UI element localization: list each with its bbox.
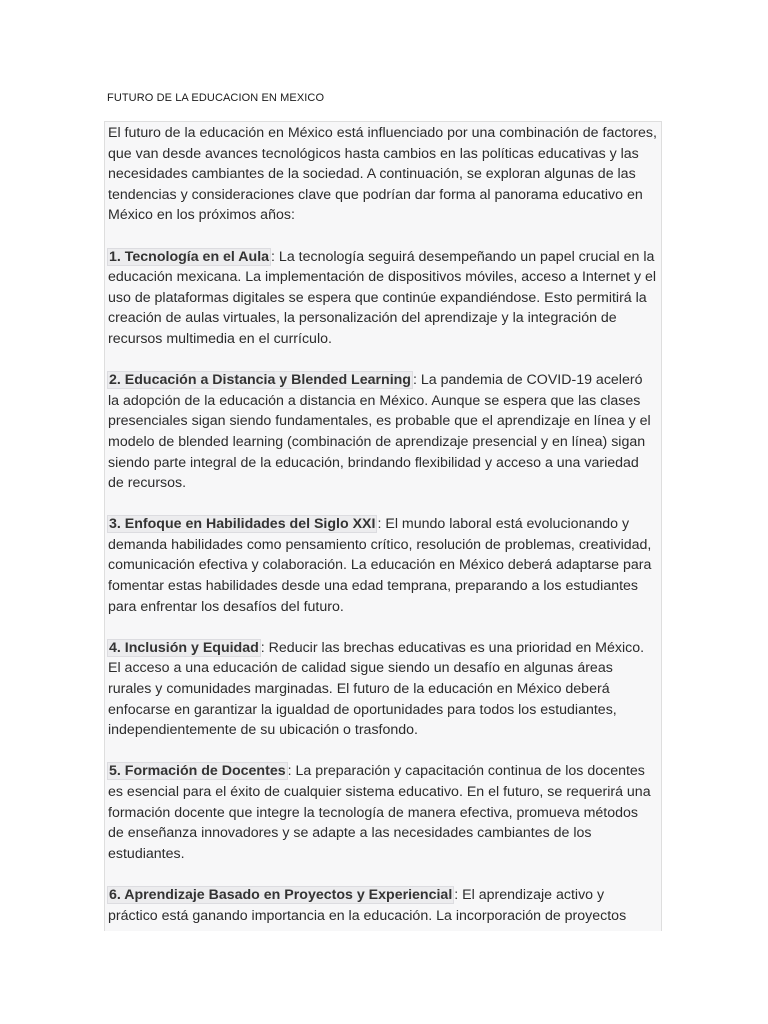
section-3 (108, 514, 657, 617)
section-1 (108, 247, 657, 350)
section-3-text: : El mundo laboral está evolucionando y demanda habilidades como pensamiento crítico, resolución de problemas, creatividad, comunicación efectiva y colaboración. La educación en México deberá adaptarse para fomentar estas habilidades desde una edad temprana, preparando a los estudiantes para enfrentar los desafíos del futuro. (108, 516, 652, 615)
section-2-text: : La pandemia de COVID-19 aceleró la adopción de la educación a distancia en México. Aunque se espera que las clases presenciales sigan siendo fundamentales, es probable que el aprendizaje en línea y el modelo de blended learning (combinación de aprendizaje presencial y en línea) sigan siendo parte integral de la educación, brindando flexibilidad y acceso a una variedad de recursos. (108, 372, 651, 492)
section-1-heading: 1. Tecnología en el Aula (109, 248, 270, 265)
section-5-text: : La preparación y capacitación continua de los docentes es esencial para el éxito de cualquier sistema educativo. En el futuro, se requerirá una formación docente que integre la tecnología de manera efectiva, promueva métodos de enseñanza innovadores y se adapte a las necesidades cambiantes de los estudiantes. (108, 763, 651, 862)
section-2-heading: 2. Educación a Distancia y Blended Learning (109, 372, 411, 389)
intro-paragraph: El futuro de la educación en México está influenciado por una combinación de factores, que van desde avances tecnológicos hasta cambios en las políticas educativas y las necesidades cambiantes de la sociedad. A continuación, se exploran algunas de las tendencias y consideraciones clave que podrían dar forma al panorama educativo en México en los próximos años: (108, 125, 657, 224)
section-1-text: : La tecnología seguirá desempeñando un papel crucial en la educación mexicana. La implementación de dispositivos móviles, acceso a Internet y el uso de plataformas digitales se espera que continúe expandiéndose. Esto permitirá la creación de aulas virtuales, la personalización del aprendizaje y la integración de recursos multimedia en el currículo. (108, 248, 657, 347)
section-3-heading: 3. Enfoque en Habilidades del Siglo XXI (109, 516, 376, 533)
document-body-text (105, 122, 661, 926)
section-5 (108, 761, 657, 864)
document-body (104, 121, 662, 931)
section-4 (108, 638, 657, 741)
section-2 (108, 370, 657, 494)
page-title: FUTURO DE LA EDUCACION EN MEXICO (107, 92, 325, 104)
section-6-heading: 6. Aprendizaje Basado en Proyectos y Experiencial (109, 886, 453, 903)
section-6-text: : El aprendizaje activo y práctico está ganando importancia en la educación. La incorporación de proyectos (108, 886, 627, 924)
section-5-heading: 5. Formación de Docentes (109, 763, 286, 780)
section-4-text: : Reducir las brechas educativas es una prioridad en México. El acceso a una educación de calidad sigue siendo un desafío en algunas áreas rurales y comunidades marginadas. El futuro de la educación en México deberá enfocarse en garantizar la igualdad de oportunidades para todos los estudiantes, independientemente de su ubicación o trasfondo. (108, 639, 645, 739)
section-6 (108, 885, 657, 926)
section-4-heading: 4. Inclusión y Equidad (109, 639, 259, 656)
